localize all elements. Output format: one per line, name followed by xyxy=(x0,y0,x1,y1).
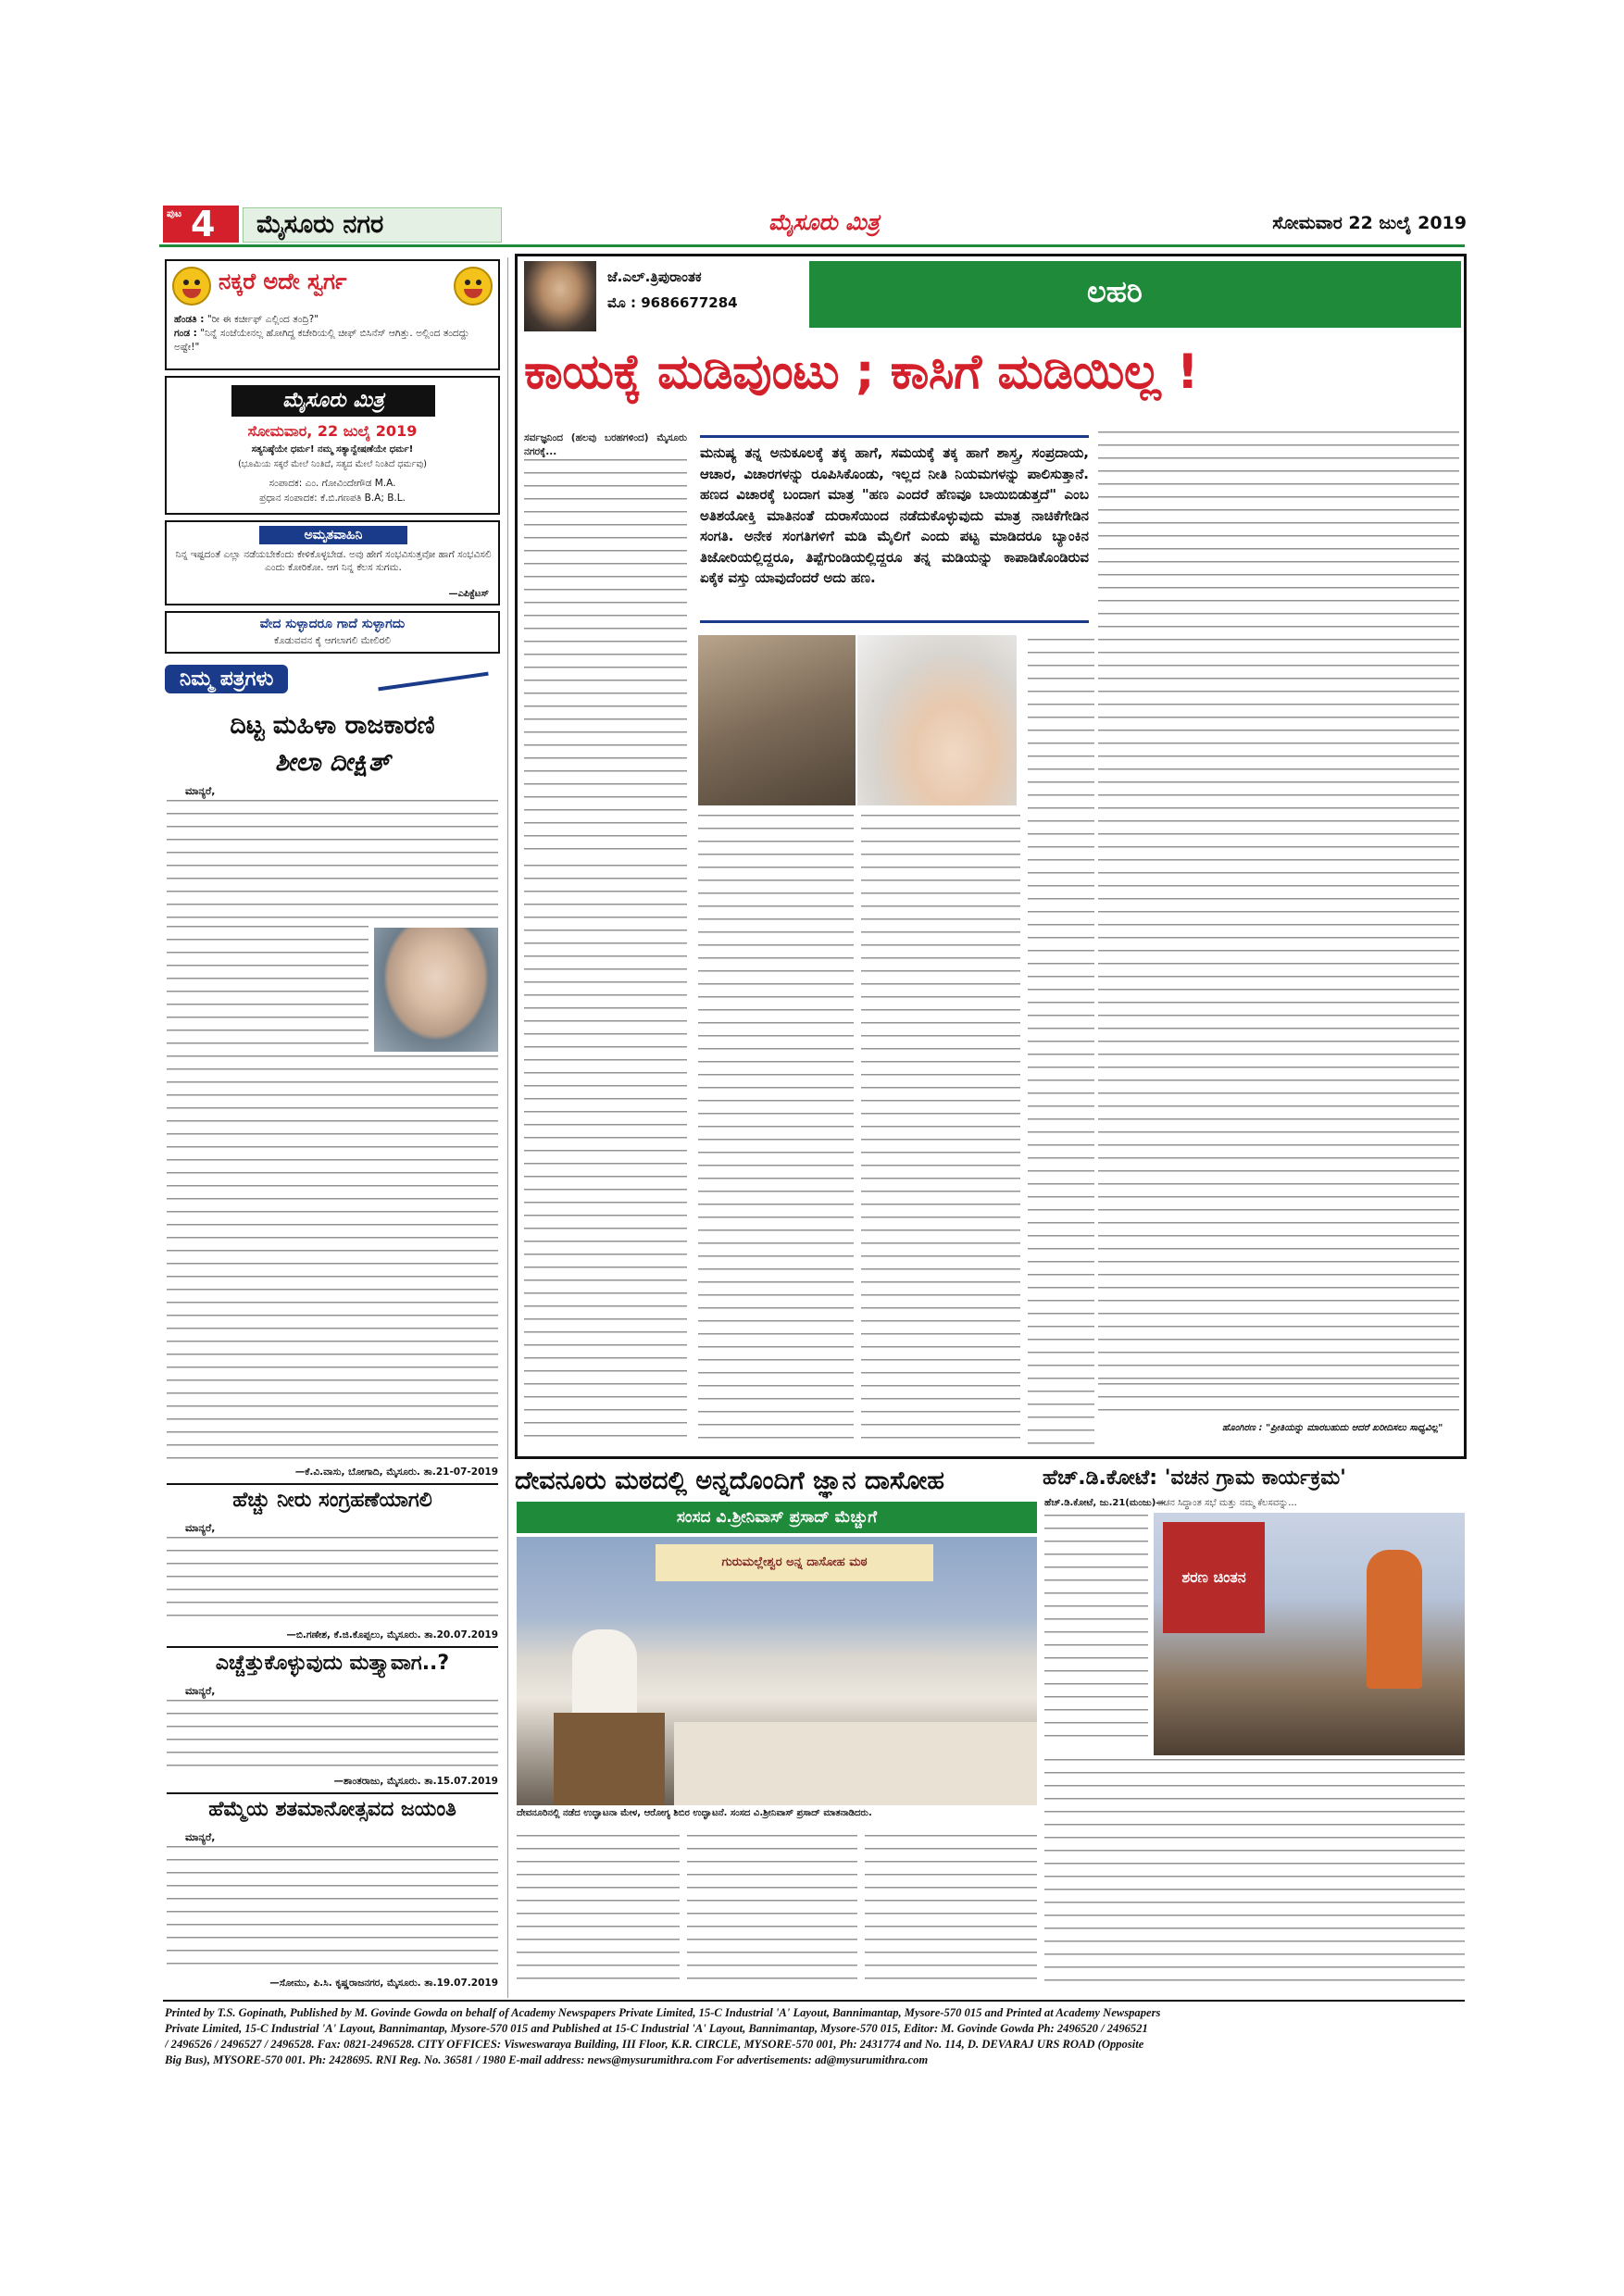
masthead-editor: ಸಂಪಾದಕ: ಎಂ. ಗೋವಿಂದೇಗೌಡ M.A. xyxy=(269,478,396,489)
masthead-date: ಸೋಮವಾರ, 22 ಜುಲೈ 2019 xyxy=(247,422,418,440)
letter3-salutation: ಮಾನ್ಯರೆ, xyxy=(185,1685,216,1697)
husband-label: ಗಂಡ : xyxy=(174,328,197,339)
hdkote-body xyxy=(1044,1759,1465,1990)
devanur-event-photo xyxy=(517,1537,1037,1805)
pull-quote: ಮನುಷ್ಯ ತನ್ನ ಅನುಕೂಲಕ್ಕೆ ತಕ್ಕ ಹಾಗೆ, ಸಮಯಕ್ಕೆ ತಕ್ಕ ಹಾಗೆ ಶಾಸ್ತ್ರ, ಸಂಪ್ರದಾಯ, ಆಚಾರ, ವಿಚಾರಗಳನ್ನು ರೂಪಿಸಿಕೊಂಡು, ಇಲ್ಲದ ನೀತಿ ನಿಯಮಗಳನ್ನು ಪಾಲಿಸುತ್ತಾನೆ. ಹಣದ ವಿಚಾರಕ್ಕೆ ಬಂದಾಗ ಮಾತ್ರ "ಹಣ ಎಂದರೆ ಹೆಣವೂ ಬಾಯಿಬಿಡುತ್ತದೆ" ಎಂಬ ಅತಿಶಯೋಕ್ತಿ ಮಾತಿನಂತೆ ದುರಾಸೆಯಿಂದ ನಡೆದುಕೊಳ್ಳುವುದು ಮಾತ್ರ ನಾಚಿಕೆಗೇಡಿನ ಸಂಗತಿ. ಅನೇಕ ಸಂಗತಿಗಳಿಗೆ ಮಡಿ ಮೈಲಿಗೆ ಎಂದು ಪಟ್ಟ ಮಾಡಿದರೂ ಬ್ಯಾಂಕಿನ ತಿಜೋರಿಯಲ್ಲಿದ್ದರೂ, ತಿಪ್ಪೆಗುಂಡಿಯಲ್ಲಿದ್ದರೂ ತನ್ನ ಮಡಿಯನ್ನು ಕಾಪಾಡಿಕೊಂಡಿರುವ ಏಕೈಕ ವಸ್ತು ಯಾವುದೆಂದರೆ ಅದು ಹಣ. xyxy=(700,444,1089,586)
amrutavani-text: ನಿನ್ನ ಇಷ್ಟದಂತೆ ಎಲ್ಲಾ ನಡೆಯಬೇಕೆಂದು ಕೇಳಿಕೊಳ್ಳಬೇಡ. ಅವು ಹೇಗೆ ಸಂಭವಿಸುತ್ತವೋ ಹಾಗೆ ಸಂಭವಿಸಲಿ ಎಂದು ಕೋರಿಕೋ. ಆಗ ನಿನ್ನ ಕೆಲಸ ಸುಗಮ. xyxy=(175,549,492,573)
footer-rule xyxy=(163,2000,1465,2002)
hdkote-headline: ಹೆಚ್.ಡಿ.ಕೋಟೆ: 'ವಚನ ಗ್ರಾಮ ಕಾರ್ಯಕ್ರಮ' xyxy=(1043,1466,1346,1490)
dais-table xyxy=(674,1722,1037,1805)
lahari-lead-open: ಸರ್ವಜ್ಞನಿಂದ (ಹಲವು ಬರಹಗಳಿಂದ) ಮೈಸೂರು ನಗರಕ್ಕೆ... xyxy=(524,432,687,457)
section-title-box xyxy=(243,207,502,243)
footer-imprint xyxy=(165,2005,1465,2068)
husband-line: "ನಿನ್ನೆ ಸಂಜೆಯೇನಲ್ಲ ಹೋಗಿದ್ದ ಕಚೇರಿಯಲ್ಲಿ ಚೀಫ್ ಬಿಸಿನೆಸ್ ಆಗಿತ್ತು. ಅಲ್ಲಿಂದ ತಂದದ್ದು ಅಷ್ಟೇ!" xyxy=(174,328,469,353)
masthead-small: ಮೈಸೂರು ಮಿತ್ರ xyxy=(768,209,880,235)
letter1-body-c xyxy=(167,1055,498,1463)
devanur-caption: ದೇವನೂರಿನಲ್ಲಿ ನಡೆದ ಉದ್ಘಾಟನಾ ಮೇಳ, ಆರೋಗ್ಯ ಶಿಬಿರ ಉದ್ಘಾಟನೆ. ಸಂಸದ ವಿ.ಶ್ರೀನಿವಾಸ್ ಪ್ರಸಾದ್ ಮಾತನಾಡಿದರು. xyxy=(517,1808,872,1818)
vachana-text: ಕೊಡುವವನ ಕೈ ಆಗಲಾಗಲಿ ಮೇಲಿರಲಿ xyxy=(274,635,391,646)
page-number-box xyxy=(163,206,239,243)
imprint-line-3: / 2496526 / 2496527 / 2496528. Fax: 0821-2496528. CITY OFFICES: Visweswaraya Building, III Floor, K.R. CIRCLE, MYSORE-570 001, Ph: 2431774 and No. 114, D. DEVARAJ URS ROAD (Opposite xyxy=(165,2038,1144,2051)
column-title: ಲಹರಿ xyxy=(1087,274,1143,309)
lahari-headline: ಕಾಯಕ್ಕೆ ಮಡಿವುಂಟು ; ಕಾಸಿಗೆ ಮಡಿಯಿಲ್ಲ ! xyxy=(524,344,1199,400)
author-name: ಜೆ.ಎಲ್.ತ್ರಿಪುರಾಂತಕ xyxy=(607,268,702,285)
imprint-line-2: Private Limited, 15-C Industrial 'A' Layout, Bannimantap, Mysore-570 015 and Published at 15-C Industrial 'A' Layout, Bannimantap, Mysore-570 015, Editor: M. Govinde Gowda Ph: 2496520 / 2496521 xyxy=(165,2022,1148,2035)
letter3-body xyxy=(167,1700,498,1774)
masthead-box xyxy=(165,376,500,515)
letter1-body-a xyxy=(167,800,498,924)
hdkote-dateline: ಹೆಚ್.ಡಿ.ಕೋಟೆ, ಜು.21(ಮಂಜು)— xyxy=(1044,1498,1166,1508)
lahari-author-tail: ಹೊಂಗಿರಣ : "ಪ್ರೀತಿಯನ್ನು ಮಾರಬಹುದು ಆದರೆ ಖರೀದಿಸಲು ಸಾಧ್ಯವಿಲ್ಲ" xyxy=(1222,1423,1443,1433)
coins-hands-photo xyxy=(857,635,1017,805)
pull-quote-rule-top xyxy=(700,435,1089,438)
letters-banner xyxy=(165,663,500,700)
joke-body xyxy=(174,313,493,355)
letter1-title: ದಿಟ್ಟ ಮಹಿಳಾ ರಾಜಕಾರಣಿ xyxy=(230,711,435,740)
divider xyxy=(167,1646,498,1648)
letter2-salutation: ಮಾನ್ಯರೆ, xyxy=(185,1522,216,1534)
header-rule xyxy=(159,244,1465,247)
letter1-salutation: ಮಾನ್ಯರೆ, xyxy=(185,785,216,797)
hdkote-col-left xyxy=(1044,1515,1148,1737)
joke-title: ನಕ್ಕರೆ ಅದೇ ಸ್ವರ್ಗ xyxy=(219,268,347,294)
devanur-banner: ಗುರುಮಲ್ಲೇಶ್ವರ ಅನ್ನ ದಾಸೋಹ ಮಠ xyxy=(656,1544,933,1581)
hdkote-banner: ಶರಣ ಚಿಂತನ xyxy=(1163,1522,1265,1633)
letter4-title: ಹೆಮ್ಮೆಯ ಶತಮಾನೋತ್ಸವದ ಜಯಂತಿ xyxy=(208,1798,456,1821)
hdkote-event-photo xyxy=(1154,1513,1465,1755)
masthead-motto1: ಸತ್ಯನಿಷ್ಠೆಯೇ ಧರ್ಮ! ನಮ್ಮ ಸತ್ಯಾನ್ವೇಷಣೆಯೇ ಧರ್ಮ! xyxy=(251,444,414,455)
hdkote-text-top: ವಚನ ಸಿದ್ಧಾಂತ ಸಭೆ ಮತ್ತು ನಮ್ಮ ಕೆಲಸವನ್ನು... xyxy=(1157,1498,1297,1508)
amrutavani-title: ಅಮೃತವಾಹಿನಿ xyxy=(259,526,407,544)
devanur-subhead-text: ಸಂಸದ ವಿ.ಶ್ರೀನಿವಾಸ್ ಪ್ರಸಾದ್ ಮೆಚ್ಚುಗೆ xyxy=(676,1508,878,1527)
laugh-icon xyxy=(172,267,211,306)
letter2-title: ಹೆಚ್ಚು ನೀರು ಸಂಗ್ರಹಣೆಯಾಗಲಿ xyxy=(232,1489,432,1512)
joke-box xyxy=(165,259,500,370)
letter3-sign: —ಶಾಂತರಾಜು, ಮೈಸೂರು. ತಾ.15.07.2019 xyxy=(333,1776,498,1787)
wife-label: ಹೆಂಡತಿ : xyxy=(174,314,205,325)
hdkote-speaker xyxy=(1367,1550,1422,1689)
masthead-motto2: (ಭೂಮಿಯ ಸಕ್ಕರೆ ಮೇಲೆ ನಿಂತಿದೆ, ಸತ್ಯದ ಮೇಲೆ ನಿಂತಿದೆ ಧರ್ಮವು) xyxy=(238,459,427,469)
beggar-photo xyxy=(698,635,856,805)
divider xyxy=(167,1792,498,1794)
letter1-title2: ಶೀಲಾ ದೀಕ್ಷಿತ್ xyxy=(274,748,391,777)
imprint-line-1: Printed by T.S. Gopinath, Published by M. Govinde Gowda on behalf of Academy Newspapers Private Limited, 15-C Industrial 'A' Layout, Bannimantap, Mysore-570 015 and Printed at Academy Newspapers xyxy=(165,2006,1161,2019)
letter4-body xyxy=(167,1846,498,1974)
devanur-col-1 xyxy=(517,1835,680,1990)
section-title: ಮೈಸೂರು ನಗರ xyxy=(256,210,384,239)
amrutavani-box xyxy=(165,520,500,605)
wife-line: "ರೀ ಈ ಕರ್ಚೀಫ್ ಎಲ್ಲಿಂದ ತಂದ್ರಿ?" xyxy=(206,314,319,325)
devanur-headline: ದೇವನೂರು ಮಠದಲ್ಲಿ ಅನ್ನದೊಂದಿಗೆ ಜ್ಞಾನ ದಾಸೋಹ xyxy=(515,1466,944,1495)
vachana-title: ವೇದ ಸುಳ್ಳಾದರೂ ಗಾದೆ ಸುಳ್ಳಾಗದು xyxy=(259,617,406,631)
page-number: 4 xyxy=(191,204,216,244)
header-date: ಸೋಮವಾರ 22 ಜುಲೈ 2019 xyxy=(1272,213,1467,233)
page-header xyxy=(157,206,1467,243)
vachana-box xyxy=(165,611,500,654)
letter3-title: ಎಚ್ಚೆತ್ತುಕೊಳ್ಳುವುದು ಮತ್ತ್ಯಾವಾಗ..? xyxy=(215,1652,450,1675)
lahari-col-2 xyxy=(698,815,854,1444)
column-title-box xyxy=(809,261,1461,328)
lahari-col-5 xyxy=(1098,1383,1459,1420)
lahari-col-1 xyxy=(524,865,687,1444)
letter1-sign: —ಕೆ.ವಿ.ವಾಸು, ಬೋಗಾದಿ, ಮೈಸೂರು. ತಾ.21-07-2019 xyxy=(294,1466,498,1478)
page-label: ಪುಟ xyxy=(167,207,182,219)
lahari-col-3 xyxy=(861,815,1020,1444)
devanur-col-2 xyxy=(687,1835,857,1990)
column-divider xyxy=(507,257,508,1998)
lahari-col-right-top xyxy=(1098,431,1459,1379)
pen-icon xyxy=(378,672,488,692)
lahari-col-4 xyxy=(1028,639,1094,1444)
letter4-salutation: ಮಾನ್ಯರೆ, xyxy=(185,1831,216,1843)
laugh-icon-right xyxy=(454,267,493,306)
letter2-body xyxy=(167,1537,498,1628)
divider xyxy=(167,1483,498,1485)
author-phone: ಮೊ : 9686677284 xyxy=(607,294,738,311)
letter2-sign: —ಬಿ.ಗಣೇಶ, ಕೆ.ಜಿ.ಕೊಪ್ಪಲು, ಮೈಸೂರು. ತಾ.20.07.2019 xyxy=(286,1629,498,1641)
imprint-line-4: Big Bus), MYSORE-570 001. Ph: 2428695. RNI Reg. No. 36581 / 1980 E-mail address: news@mysurumithra.com For advertisements: ad@mysurumithra.com xyxy=(165,2053,929,2066)
devanur-col-3 xyxy=(865,1835,1037,1990)
sheila-dikshit-photo xyxy=(374,928,498,1052)
author-photo xyxy=(524,261,596,331)
masthead-chief-editor: ಪ್ರಧಾನ ಸಂಪಾದಕ: ಕೆ.ಬಿ.ಗಣಪತಿ B.A; B.L. xyxy=(259,493,406,504)
podium xyxy=(554,1713,665,1805)
pull-quote-rule-bottom xyxy=(700,620,1089,623)
masthead-logo: ಮೈಸೂರು ಮಿತ್ರ xyxy=(231,385,435,417)
amrutavani-attribution: —ಎಪಿಕ್ಟೆಟಸ್ xyxy=(448,589,489,599)
lahari-lead-text xyxy=(524,431,687,857)
devanur-subhead xyxy=(517,1502,1037,1533)
letter1-body-b xyxy=(167,926,369,1052)
letters-banner-text: ನಿಮ್ಮ ಪತ್ರಗಳು xyxy=(165,665,288,693)
letter4-sign: —ಸೋಮು, ಪಿ.ಸಿ. ಕೃಷ್ಣರಾಜನಗರ, ಮೈಸೂರು. ತಾ.19.07.2019 xyxy=(269,1978,498,1989)
